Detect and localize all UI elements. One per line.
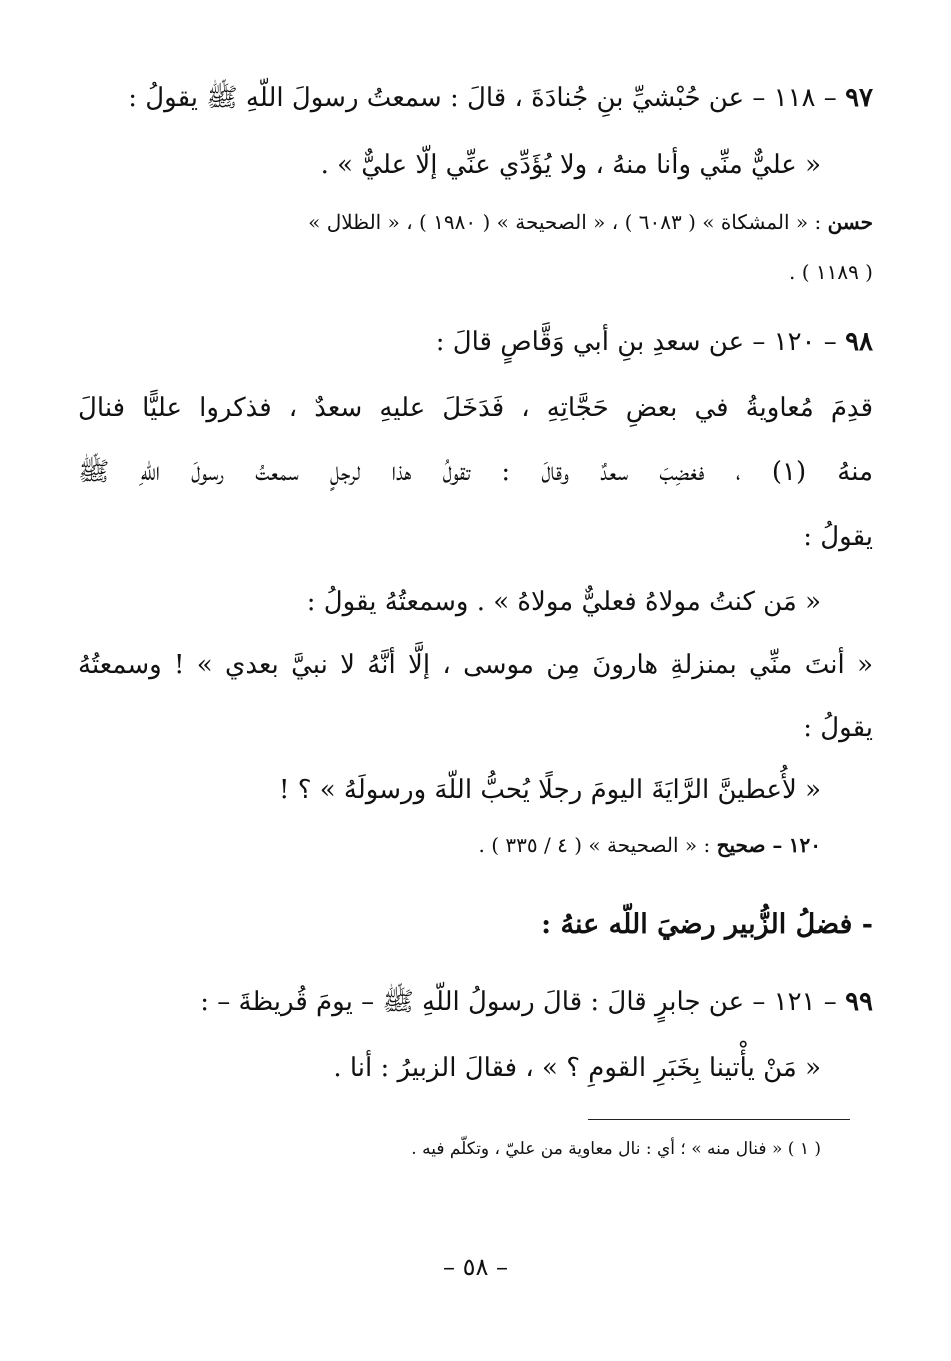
hadith-98-body-line4: « مَن كنتُ مولاهُ فعليٌّ مولاهُ » . وسمعتُهُ يقولُ : [306,587,821,617]
hadith-98-grade-label: – صحيح [716,833,783,857]
hadith-99-quote: « مَنْ يأْتينا بِخَبَرِ القومِ ؟ » ، فقالَ الزبيرُ : أنا . [333,1053,821,1083]
hadith-99-number: ٩٩ [845,987,873,1017]
hadith-98-number: ٩٨ [845,327,873,357]
hadith-97-heading [78,78,873,118]
hadith-98-heading [78,322,873,362]
hadith-97-grade-label: حسن [827,210,873,234]
hadith-98-grade-text: : « الصحيحة » ( ٤ / ٣٣٥ ) . [478,833,711,857]
section-heading: - فضلُ الزُّبير رضيَ اللّه عنهُ : [541,909,873,940]
hadith-98-body-line1: قدِمَ مُعاويةُ في بعضِ حَجَّاتِهِ ، فَدَخَلَ عليهِ سعدٌ ، فذكروا عليًّا فنالَ [78,393,873,423]
hadith-97-number: ٩٧ [845,83,873,113]
hadith-98-body-line6: يقولُ : [803,713,873,743]
hadith-99-text: – ١٢١ – عن جابرٍ قالَ : قالَ رسولُ اللّهِ ﷺ – يومَ قُريظةَ – : [200,987,837,1017]
hadith-98-body-line2: منهُ (١) ، فغضِبَ سعدٌ وقالَ : تقولُ هذا لرجلٍ سمعتُ رسولَ اللّهِ ﷺ [78,457,873,487]
footnote: ( ١ ) « فنال منه » ؛ أي : نال معاوية من عليّ ، وتكلّم فيه . [411,1139,821,1159]
hadith-97-grade-line2: ( ١١٨٩ ) . [788,260,873,284]
hadith-98-body-line7: « لأُعطينَّ الرَّايَةَ اليومَ رجلًا يُحبُّ اللّهَ ورسولَهُ » ؟ ! [278,775,821,805]
hadith-97-grade-text: : « المشكاة » ( ٦٠٨٣ ) ، « الصحيحة » ( ١٩٨٠ ) ، « الظلال » [308,210,822,234]
footnote-divider [588,1119,850,1120]
hadith-98-body-line3: يقولُ : [803,522,873,552]
hadith-99-heading [78,982,873,1022]
hadith-98-grade-number: ١٢٠ [788,833,821,857]
page-number: – ٥٨ – [442,1253,509,1281]
hadith-98-text: – ١٢٠ – عن سعدِ بنِ أبي وَقَّاصٍ قالَ : [435,327,837,357]
hadith-98-body-line5: « أنتَ منِّي بمنزلةِ هارونَ مِن موسى ، إلَّا أنَّهُ لا نبيَّ بعدي » ! وسمعتُهُ [78,650,873,680]
hadith-98-grade [78,830,821,860]
hadith-97-text: – ١١٨ – عن حُبْشيِّ بنِ جُنادَةَ ، قالَ : سمعتُ رسولَ اللّهِ ﷺ يقولُ : [128,83,837,113]
hadith-97-quote: « عليٌّ منِّي وأنا منهُ ، ولا يُؤَدِّي عنِّي إلّا عليٌّ » . [320,150,821,180]
hadith-97-grade-line1 [78,207,873,237]
